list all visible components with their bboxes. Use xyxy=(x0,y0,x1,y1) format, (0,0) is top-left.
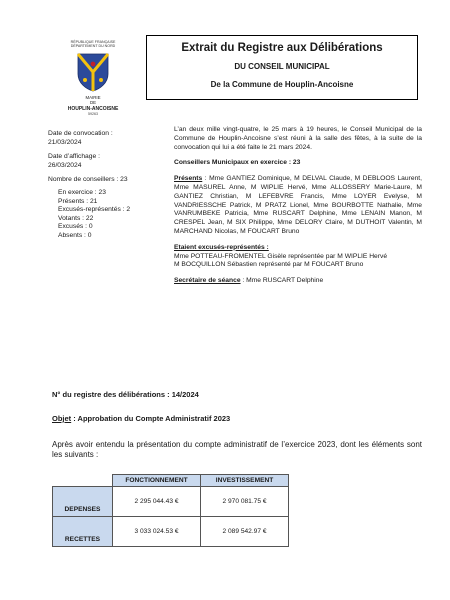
affichage-date: 26/03/2024 xyxy=(48,161,82,169)
logo-postal-code: 59263 xyxy=(88,111,98,116)
meeting-info-column xyxy=(48,130,168,241)
secretaire-label: Secrétaire de séance xyxy=(174,277,241,285)
affichage-label: Date d’affichage : xyxy=(48,153,100,161)
secretaire-name: : Mme RUSCART Delphine xyxy=(240,277,324,285)
meeting-details-column xyxy=(174,126,422,286)
attendance-counts xyxy=(58,189,168,241)
objet-text: : Approbation du Compte Administratif 2023 xyxy=(71,414,231,423)
meeting-intro-paragraph: L’an deux mille vingt-quatre, le 25 mars à 19 heures, le Conseil Municipal de la Commune de Houplin-Ancoisne s’est réuni à la salle des fêtes, à la suite de la convocation qui lui a été faite le 21 mars 2024. xyxy=(174,126,422,151)
logo-mairie-text: MAIRIE xyxy=(85,94,101,100)
depenses-fonctionnement: 2 295 044.43 € xyxy=(113,487,201,517)
excuses-line-2: M BOCQUILLON Sébastien représenté par M FOUCART Bruno xyxy=(174,261,364,269)
presents-paragraph xyxy=(174,175,422,237)
document-title: Extrait du Registre aux Délibérations xyxy=(181,42,383,54)
registry-number: N° du registre des délibérations : 14/2024 xyxy=(52,390,199,399)
table-header-row xyxy=(53,475,289,487)
table-corner-cell xyxy=(53,475,113,487)
row-label-depenses: DEPENSES xyxy=(53,487,113,517)
count-excuses: Excusés : 0 xyxy=(58,223,93,231)
title-box xyxy=(146,35,418,100)
count-votants: Votants : 22 xyxy=(58,214,94,222)
recettes-fonctionnement: 3 033 024.53 € xyxy=(113,517,201,547)
logo-de-text: DE xyxy=(89,100,97,106)
convocation-label: Date de convocation : xyxy=(48,130,113,137)
count-excuses-representes: Excusés-représentés : 2 xyxy=(58,206,131,214)
logo-commune-name: HOUPLIN-ANCOISNE xyxy=(67,105,119,112)
convocation-date: 21/03/2024 xyxy=(48,138,82,146)
recettes-investissement: 2 089 542.97 € xyxy=(201,517,289,547)
coat-of-arms-icon xyxy=(76,52,110,92)
conseillers-count: Nombre de conseillers : 23 xyxy=(48,176,128,184)
objet-line xyxy=(52,414,230,423)
compte-intro-text: Après avoir entendu la présentation du compte administratif de l’exercice 2023, dont les éléments sont les suivants : xyxy=(52,440,422,460)
excuses-line-1: Mme POTTEAU-FROMENTEL Gisèle représentée par M WIPLIE Hervé xyxy=(174,252,388,260)
depenses-investissement: 2 970 081.75 € xyxy=(201,487,289,517)
header-fonctionnement: FONCTIONNEMENT xyxy=(113,475,201,487)
row-label-recettes: RECETTES xyxy=(53,517,113,547)
commune-logo xyxy=(60,40,126,116)
presents-list: : Mme GANTIEZ Dominique, M DELVAL Claude, M DEBLOOS Laurent, Mme MASUREL Anne, M WIPLIE Hervé, Mme ALLOSSERY Marie-Laure, M GANTIEZ Christian, M LEFEBVRE Francis, Mme LOYER Evelyse, M VANDRIESSCHE Patrick, M PRATZ Lionel, Mme BOURBOTTE Nathalie, Mme VANRUMBEKE Patricia, Mme RUSCART Delphine, Mme LENAIN Manon, M CRESPEL Jean, M SIX Philippe, Mme DELORY Claire, M DUTHOIT Valentin, M MARCHAND Nicolas, M FOUCART Bruno xyxy=(174,175,422,235)
document-subtitle: DU CONSEIL MUNICIPAL xyxy=(234,62,330,71)
count-absents: Absents : 0 xyxy=(58,231,92,239)
logo-republique-text: RÉPUBLIQUE FRANÇAISE xyxy=(70,40,116,44)
table-row xyxy=(53,517,289,547)
conseillers-en-exercice: Conseillers Municipaux en exercice : 23 xyxy=(174,159,301,167)
header-investissement: INVESTISSEMENT xyxy=(201,475,289,487)
count-en-exercice: En exercice : 23 xyxy=(58,188,106,196)
presents-label: Présents xyxy=(174,175,203,183)
commune-line: De la Commune de Houplin-Ancoisne xyxy=(210,80,354,89)
count-presents: Présents : 21 xyxy=(58,197,98,205)
objet-label: Objet xyxy=(52,414,72,423)
secretaire-paragraph xyxy=(174,277,422,286)
table-row xyxy=(53,487,289,517)
financial-table xyxy=(52,474,289,547)
excuses-label: Etaient excusés-représentés : xyxy=(174,243,269,251)
logo-departement-text: DÉPARTEMENT DU NORD xyxy=(70,44,116,49)
